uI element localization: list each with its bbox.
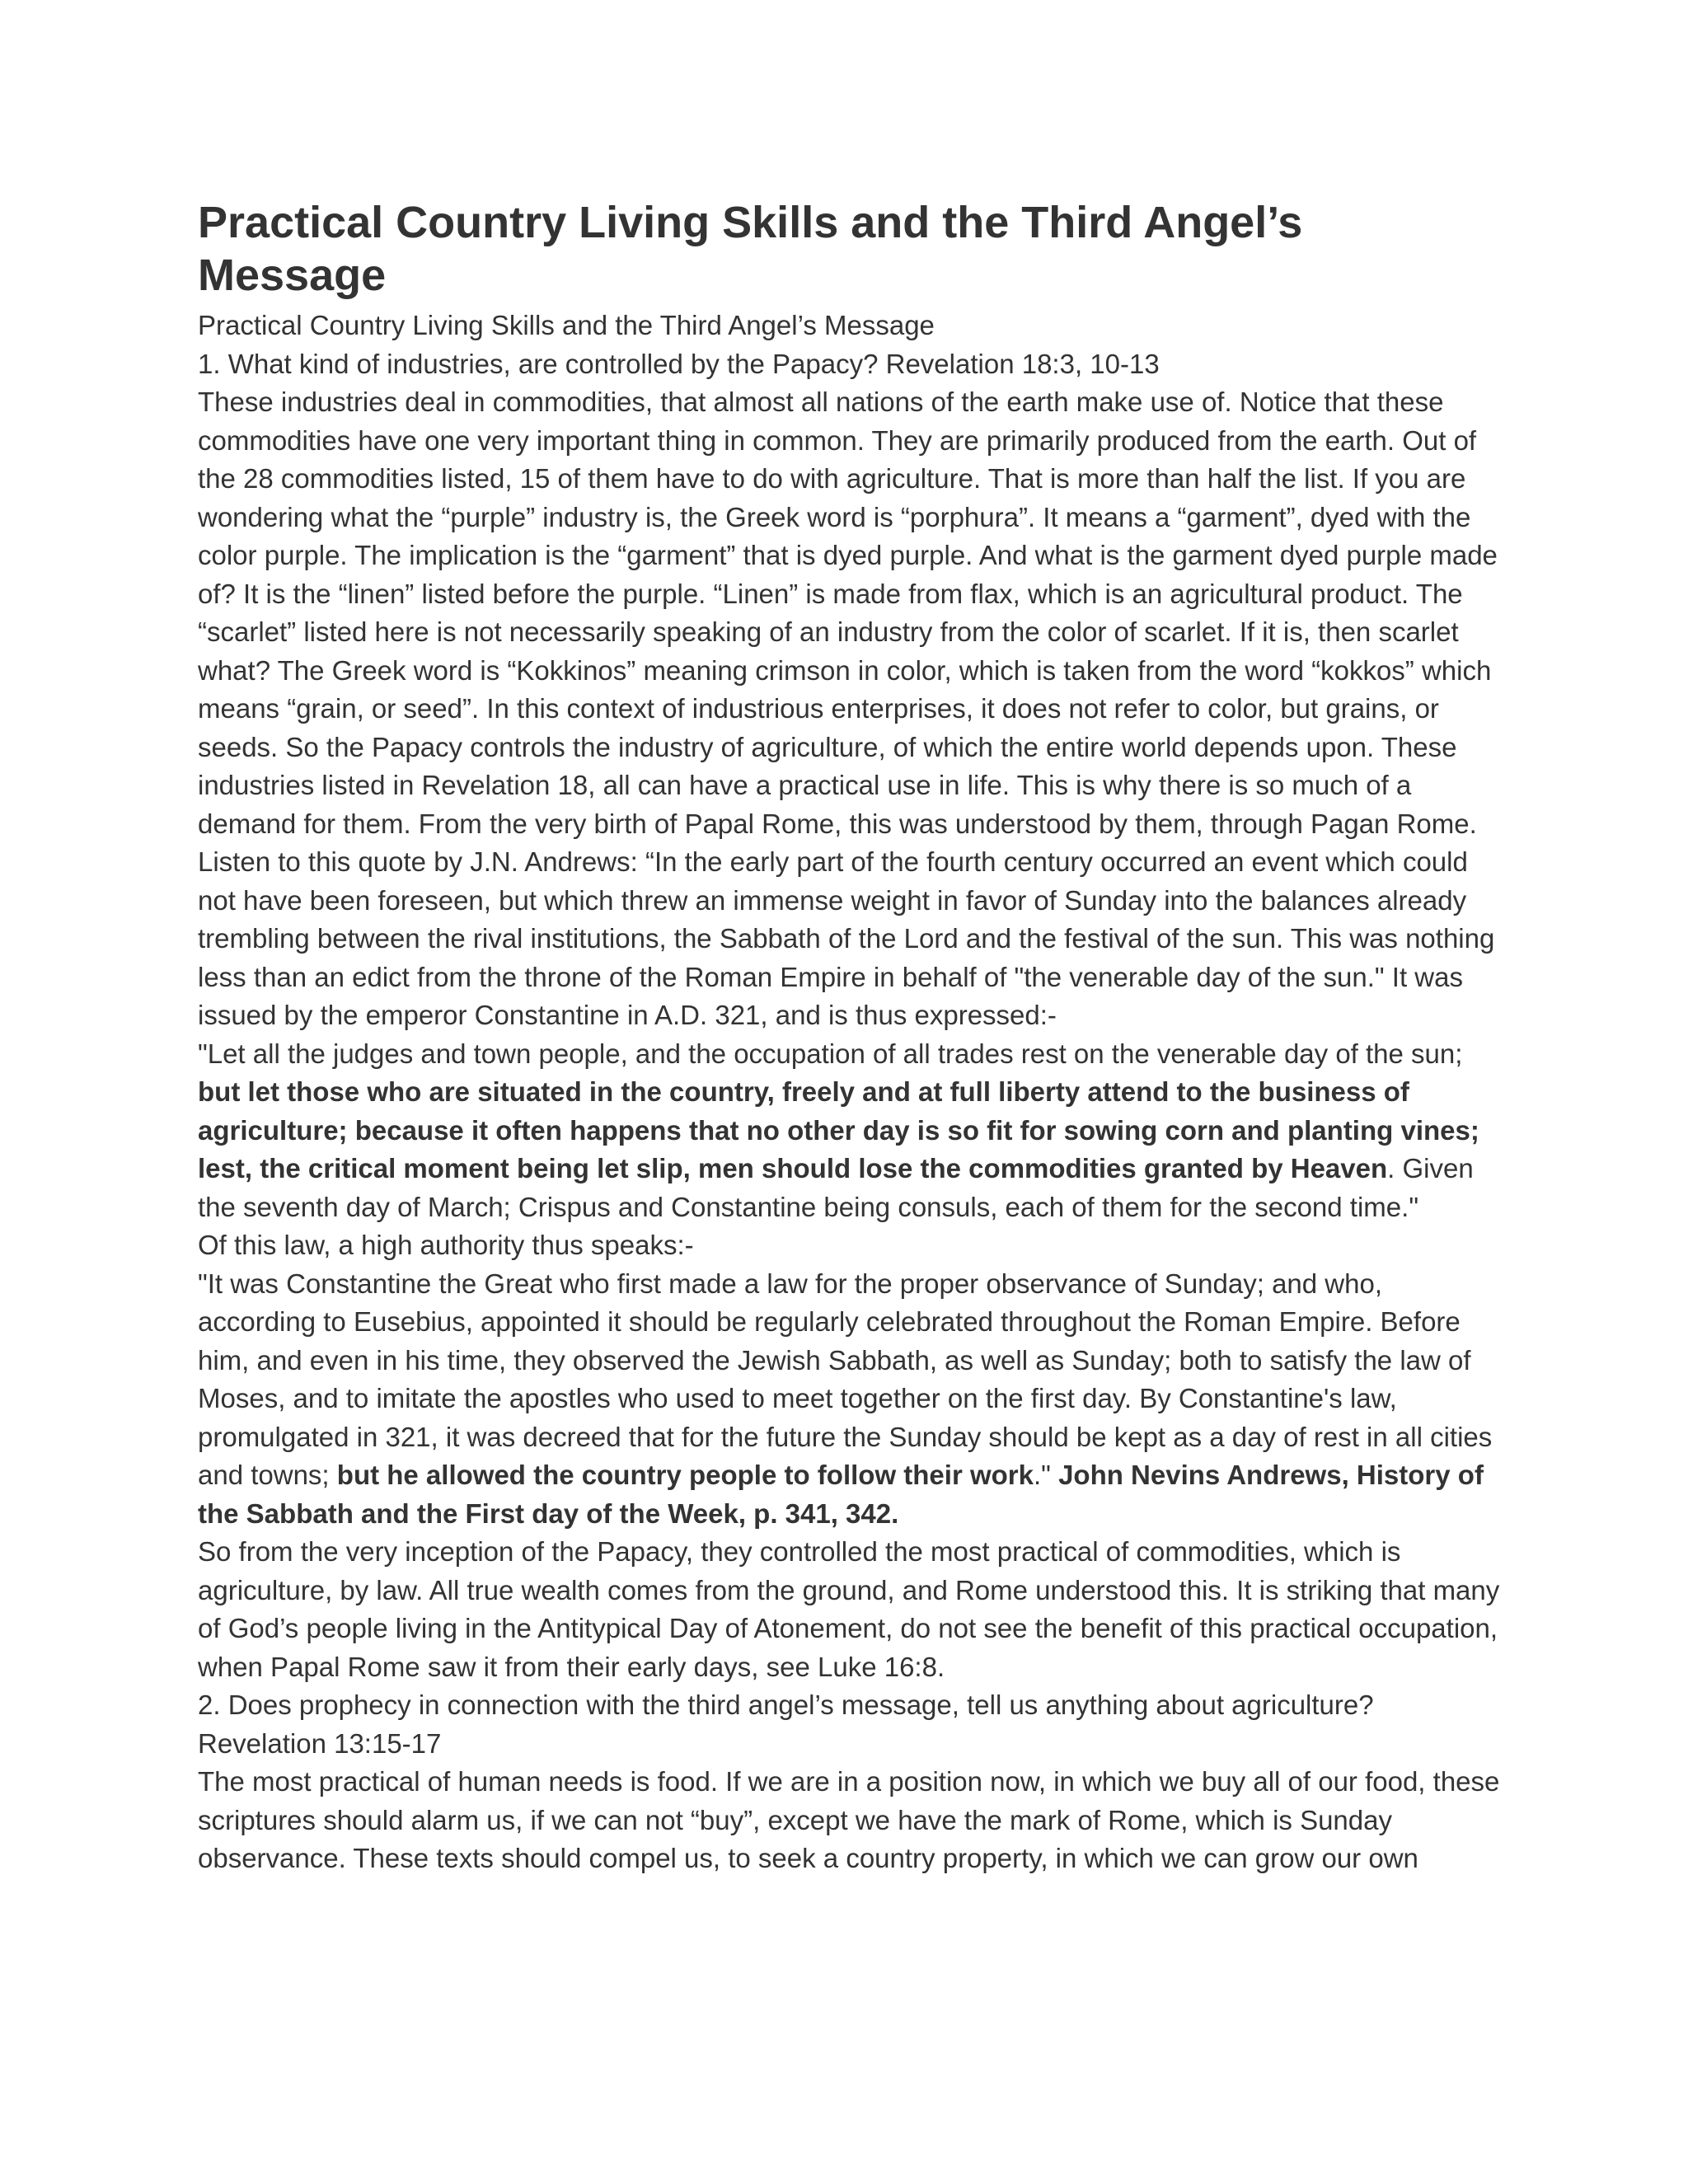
quote-end: ." — [1034, 1460, 1059, 1490]
authority-quote — [198, 1265, 1500, 1534]
paragraph-3: The most practical of human needs is food. If we are in a position now, in which we buy all of our food, these scriptures should alarm us, if we can not “buy”, except we have the mark of Rome, which is Sunday observance. These texts should compel us, to seek a country property, in which we can grow our own — [198, 1766, 1500, 1873]
question-2: 2. Does prophecy in connection with the third angel’s message, tell us anything about agriculture? Revelation 13:15-17 — [198, 1690, 1374, 1759]
document-title: Practical Country Living Skills and the Third Angel’s Message — [198, 198, 1303, 300]
quote-bold: but he allowed the country people to follow their work — [336, 1460, 1034, 1490]
authority-intro: Of this law, a high authority thus speaks:- — [198, 1230, 694, 1260]
document-subtitle: Practical Country Living Skills and the Third Angel’s Message — [198, 310, 935, 340]
document-page — [198, 196, 1500, 1878]
edict-end: . Given the seventh day of March; Crispus and Constantine being consuls, each of them for the second time." — [198, 1153, 1474, 1222]
paragraph-2: So from the very inception of the Papacy, they controlled the most practical of commodities, which is agriculture, by law. All true wealth comes from the ground, and Rome understood this. It is striking that many of God’s people living in the Antitypical Day of Atonement, do not see the benefit of this practical occupation, when Papal Rome saw it from their early days, see Luke 16:8. — [198, 1536, 1500, 1682]
edict-start: "Let all the judges and town people, and the occupation of all trades rest on the venerable day of the sun; — [198, 1038, 1463, 1069]
question-1: 1. What kind of industries, are controlled by the Papacy? Revelation 18:3, 10-13 — [198, 348, 1160, 379]
edict-bold: but let those who are situated in the country, freely and at full liberty attend to the business of agriculture; because it often happens that no other day is so fit for sowing corn and planting vines; lest, the critical moment being let slip, men should lose the commodities granted by Heaven — [198, 1076, 1479, 1183]
paragraph-1: These industries deal in commodities, that almost all nations of the earth make use of. Notice that these commodities have one very important thing in common. They are primarily produced from the earth. Out of the 28 commodities listed, 15 of them have to do with agriculture. That is more than half the list. If you are wondering what the “purple” industry is, the Greek word is “porphura”. It means a “garment”, dyed with the color purple. The implication is the “garment” that is dyed purple. And what is the garment dyed purple made of? It is the “linen” listed before the purple. “Linen” is made from flax, which is an agricultural product. The “scarlet” listed here is not necessarily speaking of an industry from the color of scarlet. If it is, then scarlet what? The Greek word is “Kokkinos” meaning crimson in color, which is taken from the word “kokkos” which means “grain, or seed”. In this context of industrious enterprises, it does not refer to color, but grains, or seeds. So the Papacy controls the industry of agriculture, of which the entire world depends upon. These industries listed in Revelation 18, all can have a practical use in life. This is why there is so much of a demand for them. From the very birth of Papal Rome, this was understood by them, through Pagan Rome. Listen to this quote by J.N. Andrews: “In the early part of the fourth century occurred an event which could not have been foreseen, but which threw an immense weight in favor of Sunday into the balances already trembling between the rival institutions, the Sabbath of the Lord and the festival of the sun. This was nothing less than an edict from the throne of the Roman Empire in behalf of "the venerable day of the sun." It was issued by the emperor Constantine in A.D. 321, and is thus expressed:- — [198, 387, 1498, 1030]
citation: John Nevins Andrews, History of the Sabbath and the First day of the Week, p. 341, 342. — [198, 1460, 1484, 1529]
quote-start: "It was Constantine the Great who first made a law for the proper observance of Sunday; and who, according to Eusebius, appointed it should be regularly celebrated throughout the Roman Empire. Before him, and even in his time, they observed the Jewish Sabbath, as well as Sunday; both to satisfy the law of Moses, and to imitate the apostles who used to meet together on the first day. By Constantine's law, promulgated in 321, it was decreed that for the future the Sunday should be kept as a day of rest in all cities and towns; — [198, 1268, 1493, 1490]
edict-quote — [198, 1035, 1500, 1227]
document-body — [198, 307, 1500, 1878]
